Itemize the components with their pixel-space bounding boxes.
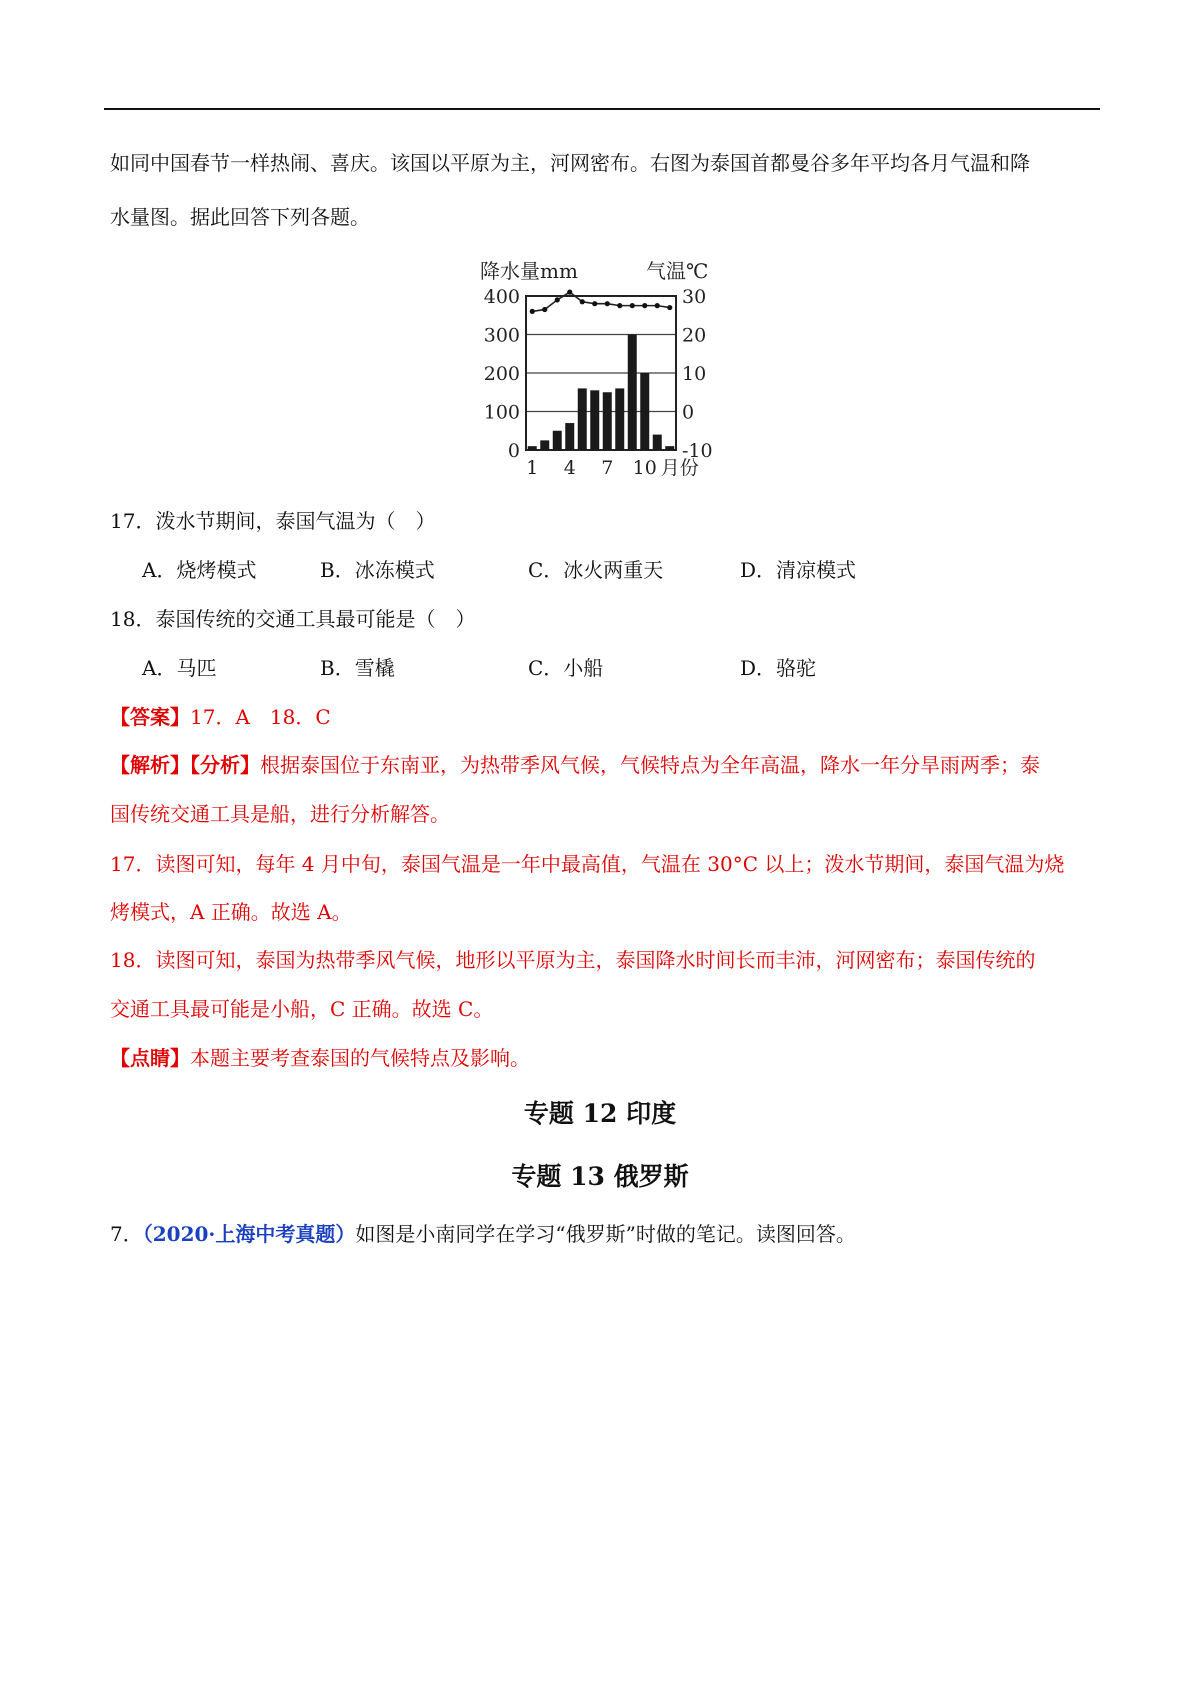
x-tick-7: 7: [601, 457, 614, 479]
y-right-tick-0: 0: [682, 401, 695, 424]
temperature-point-month-3: [555, 297, 560, 302]
y-right-tick-10: 10: [682, 363, 707, 385]
y-left-tick-400: 400: [483, 286, 520, 308]
temperature-point-month-11: [655, 303, 660, 308]
precip-bar-month-12: [665, 446, 674, 450]
comment-text: 本题主要考查泰国的气候特点及影响。: [190, 1046, 530, 1070]
explain-18-line-1: 18．读图可知，泰国为热带季风气候，地形以平原为主，泰国降水时间长而丰沛，河网密布；泰国传统的: [110, 948, 1036, 972]
q17-option-c: C．冰火两重天: [528, 558, 664, 582]
heading-topic-13: 专题 13 俄罗斯: [511, 1162, 689, 1191]
analysis-text-1: 根据泰国位于东南亚，为热带季风气候，气候特点为全年高温，降水一年分旱雨两季；泰: [260, 753, 1040, 777]
precip-bar-month-1: [528, 446, 537, 450]
y-left-tick-100: 100: [483, 401, 520, 424]
y-left-tick-0: 0: [507, 440, 520, 462]
answer-line: [110, 704, 331, 730]
y-right-tick-20: 20: [682, 324, 707, 347]
heading-topic-12: 专题 12 印度: [523, 1099, 677, 1128]
q7-text: 如图是小南同学在学习“俄罗斯”时做的笔记。读图回答。: [355, 1222, 856, 1246]
temperature-point-month-6: [592, 301, 597, 306]
precip-bar-month-4: [565, 423, 574, 450]
q7-source: （2020·上海中考真题）: [142, 1222, 356, 1246]
analysis-line-1: [110, 752, 1040, 778]
x-tick-4: 4: [563, 457, 576, 479]
q18-stem: 18．泰国传统的交通工具最可能是（ ）: [110, 607, 476, 631]
temperature-point-month-2: [542, 307, 547, 312]
precip-bar-month-2: [540, 440, 549, 450]
temperature-point-month-4: [567, 290, 572, 295]
precip-bar-month-8: [615, 388, 624, 450]
q17-option-b: B．冰冻模式: [320, 558, 435, 582]
x-axis-label: 月份: [660, 457, 699, 479]
temperature-point-month-5: [580, 299, 585, 304]
q7-line: [110, 1221, 856, 1247]
q17-option-a: A．烧烤模式: [142, 558, 257, 582]
bangkok-climate-chart: [470, 252, 730, 496]
q18-option-c: C．小船: [528, 656, 604, 680]
top-rule: [104, 108, 1100, 110]
y-left-tick-200: 200: [483, 363, 520, 385]
q7-number: 7．: [110, 1222, 143, 1246]
explain-18-line-2: 交通工具最可能是小船，C 正确。故选 C。: [110, 997, 494, 1021]
q18-option-d: D．骆驼: [740, 656, 817, 680]
y-left-label: 降水量mm: [480, 259, 578, 283]
temperature-point-month-9: [630, 303, 635, 308]
temperature-point-month-7: [605, 301, 610, 306]
temperature-point-month-10: [642, 303, 647, 308]
comment-line: [110, 1045, 530, 1071]
comment-tag: 【点睛】: [110, 1046, 190, 1070]
q17-stem: 17．泼水节期间，泰国气温为（ ）: [110, 509, 436, 533]
analysis-tag: 【解析】【分析】: [110, 753, 260, 777]
precip-bar-month-3: [553, 431, 562, 450]
q17-option-d: D．清凉模式: [740, 558, 857, 582]
explain-17-line-2: 烤模式，A 正确。故选 A。: [110, 900, 352, 924]
q18-option-b: B．雪橇: [320, 656, 395, 680]
explain-17-line-1: 17．读图可知，每年 4 月中旬，泰国气温是一年中最高值，气温在 30°C 以上；泼水节期间，泰国气温为烧: [110, 852, 1065, 876]
intro-line-2: 水量图。据此回答下列各题。: [110, 205, 370, 229]
q18-option-a: A．马匹: [142, 656, 217, 680]
intro-line-1: 如同中国春节一样热闹、喜庆。该国以平原为主，河网密布。右图为泰国首都曼谷多年平均各月气温和降: [110, 151, 1030, 175]
temperature-point-month-8: [617, 303, 622, 308]
y-right-label: 气温℃: [646, 259, 709, 283]
x-tick-10: 10: [632, 457, 657, 479]
precip-bar-month-6: [590, 390, 599, 450]
precip-bar-month-5: [578, 388, 587, 450]
temperature-point-month-12: [667, 305, 672, 310]
answer-tag: 【答案】: [110, 705, 190, 729]
precip-bar-month-10: [640, 373, 649, 450]
precip-bar-month-9: [628, 335, 637, 451]
precip-bar-month-7: [603, 392, 612, 450]
x-tick-1: 1: [526, 457, 539, 479]
y-left-tick-300: 300: [483, 324, 520, 347]
y-right-tick-30: 30: [682, 286, 707, 308]
analysis-line-2: 国传统交通工具是船，进行分析解答。: [110, 802, 450, 826]
precip-bar-month-11: [653, 435, 662, 450]
answer-text: 17．A 18．C: [190, 705, 331, 729]
temperature-point-month-1: [530, 309, 535, 314]
y-right-tick--10: -10: [682, 440, 713, 462]
